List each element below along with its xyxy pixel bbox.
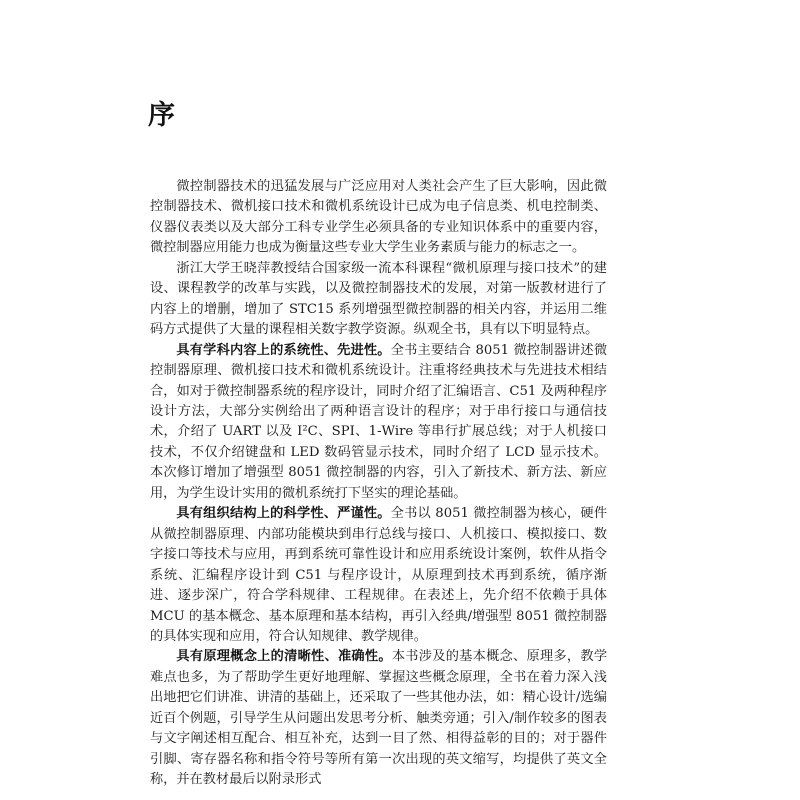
paragraph-text: 浙江大学王晓萍教授结合国家级一流本科课程“微机原理与接口技术”的建设、课程教学的改革与实践，以及微控制器技术的发展，对第一版教材进行了内容上的增删，增加了 STC15 系列增强型微控制器的相关内容，并运用二维码方式提供了大量的课程相关数字教学资源。纵观全书，具有以下明显特点。 [150,260,607,338]
paragraph [150,341,607,505]
paragraph-text: 微控制器技术的迅猛发展与广泛应用对人类社会产生了巨大影响，因此微控制器技术、微机接口技术和微机系统设计已成为电子信息类、机电控制类、仪器仪表类以及大部分工科专业学生必须具备的专业知识体系中的重要内容，微控制器应用能力也成为衡量这些专业大学生业务素质与能力的标志之一。 [150,179,607,256]
paragraph [150,647,607,790]
page-title: 序 [148,100,175,131]
paragraph-text: 全书以 8051 微控制器为核心，硬件从微控制器原理、内部功能模块到串行总线与接口、人机接口、模拟接口、数字接口等技术与应用，再到系统可靠性设计和应用系统设计案例，软件从指令系统、汇编程序设计到 C51 与程序设计，从原理到技术再到系统，循序渐进、逐步深广，符合学科规律、工程规律。在表述上，先介绍不依赖于具体 MCU 的基本概念、基本原理和基本结构，再引入经典/增强型 8051 微控制器的具体实现和应用，符合认知规律、教学规律。 [150,506,608,644]
paragraph-text: 全书主要结合 8051 微控制器讲述微控制器原理、微机接口技术和微机系统设计。注重将经典技术与先进技术相结合，如对于微控制器系统的程序设计，同时介绍了汇编语言、C51 及两种程序设计方法，大部分实例给出了两种语言设计的程序；对于串行接口与通信技术，介绍了 UART 以及 I²C、SPI、1-Wire 等串行扩展总线；对于人机接口技术，不仅介绍键盘和 LED 数码管显示技术，同时介绍了 LCD 显示技术。本次修订增加了增强型 8051 微控制器的内容，引入了新技术、新方法、新应用，为学生设计实用的微机系统打下坚实的理论基础。 [150,342,608,501]
paragraph [150,177,607,259]
paragraph-text: 本书涉及的基本概念、原理多，教学难点也多，为了帮助学生更好地理解、掌握这些概念原理，全书在着力深入浅出地把它们讲准、讲清的基础上，还采取了一些其他办法，如：精心设计/选编近百个例题，引导学生从问题出发思考分析、触类旁通；引入/制作较多的图表与文字阐述相互配合、相互补充，达到一目了然、相得益彰的目的；对于器件引脚、寄存器名称和指令符号等所有第一次出现的英文缩写，均提供了英文全称，并在教材最后以附录形式 [150,649,608,788]
paragraph [150,504,607,647]
paragraph [150,259,607,341]
preface-body [150,177,607,791]
paragraph-lead: 具有原理概念上的清晰性、准确性。 [176,649,392,665]
paragraph-lead: 具有组织结构上的科学性、严谨性。 [176,506,391,522]
paragraph-lead: 具有学科内容上的系统性、先进性。 [176,342,391,358]
